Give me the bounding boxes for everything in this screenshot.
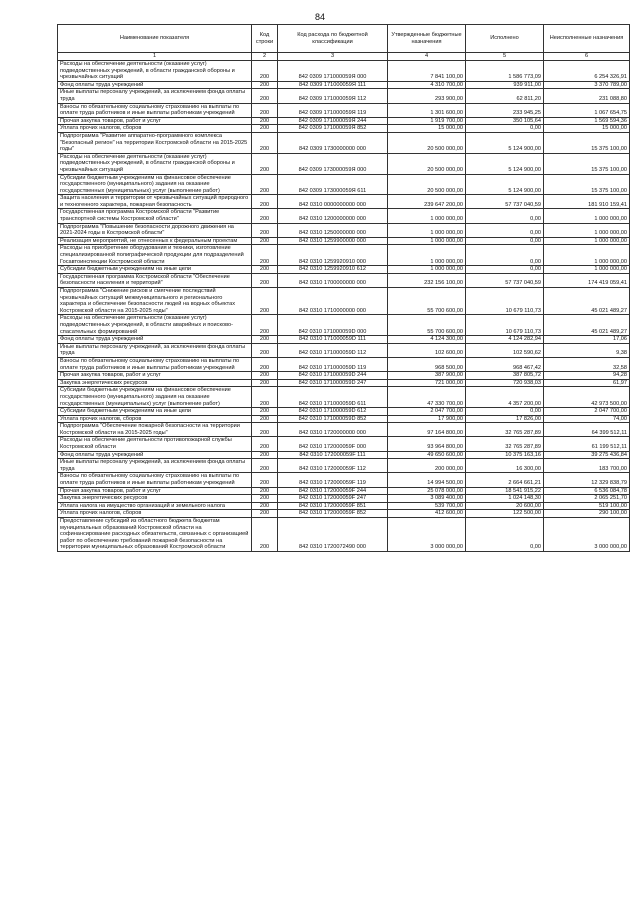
row-budget-code: 842 0309 171000059Я 852 xyxy=(278,125,388,133)
row-indicator-name: Иные выплаты персоналу учреждений, за исключением фонда оплаты труда xyxy=(58,459,252,473)
row-executed-amount: 387 805,72 xyxy=(466,372,544,380)
table-row xyxy=(58,379,630,387)
row-indicator-name: Государственная программа Костромской области "Обеспечение безопасности населения и территорий" xyxy=(58,273,252,287)
table-row xyxy=(58,237,630,245)
row-budget-code: 842 0310 1720072490 000 xyxy=(278,518,388,552)
row-line-code: 200 xyxy=(252,518,278,552)
row-approved-amount: 3 000 000,00 xyxy=(388,518,466,552)
row-line-code: 200 xyxy=(252,495,278,503)
row-executed-amount: 57 737 040,59 xyxy=(466,273,544,287)
row-unexecuted-amount: 2 065 251,70 xyxy=(544,495,630,503)
row-indicator-name: Расходы на приобретение оборудования и техники, изготовление специализированной полиграфической продукции для подразделений Госавтоинспекции Костромской области xyxy=(58,245,252,266)
row-unexecuted-amount: 15 000,00 xyxy=(544,125,630,133)
row-line-code: 200 xyxy=(252,487,278,495)
row-approved-amount: 4 310 700,00 xyxy=(388,81,466,89)
page-number: 84 xyxy=(314,12,325,22)
row-line-code: 200 xyxy=(252,473,278,487)
row-indicator-name: Закупка энергетических ресурсов xyxy=(58,495,252,503)
row-indicator-name: Уплата прочих налогов, сборов xyxy=(58,415,252,423)
row-indicator-name: Защита населения и территории от чрезвычайных ситуаций природного и техногенного характера, пожарная безопасность xyxy=(58,195,252,209)
row-indicator-name: Прочая закупка товаров, работ и услуг xyxy=(58,372,252,380)
table-row xyxy=(58,336,630,344)
row-indicator-name: Уплата прочих налогов, сборов xyxy=(58,125,252,133)
row-line-code: 200 xyxy=(252,379,278,387)
row-approved-amount: 387 900,00 xyxy=(388,372,466,380)
row-budget-code: 842 0310 172000059F 111 xyxy=(278,451,388,459)
row-budget-code: 842 0309 171000059Я 000 xyxy=(278,61,388,82)
table-row xyxy=(58,408,630,416)
row-approved-amount: 3 089 400,00 xyxy=(388,495,466,503)
row-approved-amount: 721 000,00 xyxy=(388,379,466,387)
row-executed-amount: 1 024 148,30 xyxy=(466,495,544,503)
header-indicator-name: Наименование показателя xyxy=(58,25,252,53)
row-line-code: 200 xyxy=(252,387,278,408)
row-approved-amount: 55 700 600,00 xyxy=(388,315,466,336)
row-line-code: 200 xyxy=(252,343,278,357)
row-executed-amount: 57 737 040,59 xyxy=(466,195,544,209)
row-budget-code: 842 0309 171000059Я 112 xyxy=(278,89,388,103)
row-budget-code: 842 0310 1710000000 000 xyxy=(278,288,388,315)
row-executed-amount: 5 124 900,00 xyxy=(466,174,544,195)
row-budget-code: 842 0310 172000059F 119 xyxy=(278,473,388,487)
table-row xyxy=(58,487,630,495)
row-budget-code: 842 0310 171000059D 852 xyxy=(278,415,388,423)
row-executed-amount: 0,00 xyxy=(466,266,544,274)
row-budget-code: 842 0310 171000059D 611 xyxy=(278,387,388,408)
row-unexecuted-amount: 183 700,00 xyxy=(544,459,630,473)
row-budget-code: 842 0310 1259920910 000 xyxy=(278,245,388,266)
row-indicator-name: Взносы по обязательному социальному страхованию на выплаты по оплате труда работников и иные выплаты работникам учреждений xyxy=(58,357,252,371)
table-row xyxy=(58,343,630,357)
row-executed-amount: 5 124 900,00 xyxy=(466,153,544,174)
row-budget-code: 842 0310 0000000000 000 xyxy=(278,195,388,209)
row-line-code: 200 xyxy=(252,174,278,195)
row-executed-amount: 10 679 110,73 xyxy=(466,315,544,336)
header-line-code: Код строки xyxy=(252,25,278,53)
row-budget-code: 842 0310 1259900000 000 xyxy=(278,237,388,245)
row-indicator-name: Фонд оплаты труда учреждений xyxy=(58,81,252,89)
row-approved-amount: 239 647 200,00 xyxy=(388,195,466,209)
row-budget-code: 842 0309 173000059Я 000 xyxy=(278,153,388,174)
row-indicator-name: Подпрограмма "Развитие аппаратно-программного комплекса "Безопасный регион" на территории Костромской области на 2015-2025 годы" xyxy=(58,132,252,153)
row-approved-amount: 17 900,00 xyxy=(388,415,466,423)
row-line-code: 200 xyxy=(252,510,278,518)
row-line-code: 200 xyxy=(252,451,278,459)
row-executed-amount: 968 467,42 xyxy=(466,357,544,371)
table-row xyxy=(58,195,630,209)
row-line-code: 200 xyxy=(252,372,278,380)
row-budget-code: 842 0310 171000059D 111 xyxy=(278,336,388,344)
row-executed-amount: 4 357 200,00 xyxy=(466,387,544,408)
row-indicator-name: Уплата налога на имущество организаций и земельного налога xyxy=(58,502,252,510)
row-executed-amount: 16 300,00 xyxy=(466,459,544,473)
row-unexecuted-amount: 61 199 512,11 xyxy=(544,437,630,451)
row-unexecuted-amount: 231 088,80 xyxy=(544,89,630,103)
row-approved-amount: 20 500 000,00 xyxy=(388,174,466,195)
row-budget-code: 842 0310 1259920910 612 xyxy=(278,266,388,274)
row-line-code: 200 xyxy=(252,273,278,287)
row-line-code: 200 xyxy=(252,423,278,437)
row-unexecuted-amount: 15 375 100,00 xyxy=(544,174,630,195)
row-budget-code: 842 0310 1250000000 000 xyxy=(278,223,388,237)
row-approved-amount: 1 919 700,00 xyxy=(388,117,466,125)
row-budget-code: 842 0309 171000059Я 119 xyxy=(278,103,388,117)
row-budget-code: 842 0309 173000059Я 611 xyxy=(278,174,388,195)
table-row xyxy=(58,266,630,274)
row-executed-amount: 17 826,00 xyxy=(466,415,544,423)
row-budget-code: 842 0310 171000059D 244 xyxy=(278,372,388,380)
table-row xyxy=(58,415,630,423)
row-line-code: 200 xyxy=(252,153,278,174)
row-approved-amount: 7 841 100,00 xyxy=(388,61,466,82)
row-executed-amount: 102 590,62 xyxy=(466,343,544,357)
table-row xyxy=(58,288,630,315)
table-row xyxy=(58,61,630,82)
row-indicator-name: Субсидии бюджетным учреждениям на финансовое обеспечение государственного (муниципального) задания на оказание государственных (муниципальных) услуг (выполнение работ) xyxy=(58,387,252,408)
row-line-code: 200 xyxy=(252,266,278,274)
row-unexecuted-amount: 17,06 xyxy=(544,336,630,344)
row-unexecuted-amount: 6 536 084,78 xyxy=(544,487,630,495)
row-line-code: 200 xyxy=(252,89,278,103)
header-budget-code: Код расхода по бюджетной классификации xyxy=(278,25,388,53)
row-executed-amount: 939 911,00 xyxy=(466,81,544,89)
table-row xyxy=(58,387,630,408)
row-unexecuted-amount: 45 021 489,27 xyxy=(544,315,630,336)
row-line-code: 200 xyxy=(252,103,278,117)
table-row xyxy=(58,451,630,459)
table-row xyxy=(58,459,630,473)
table-row xyxy=(58,223,630,237)
row-executed-amount: 18 541 915,22 xyxy=(466,487,544,495)
row-line-code: 200 xyxy=(252,245,278,266)
row-executed-amount: 4 124 282,94 xyxy=(466,336,544,344)
row-unexecuted-amount: 32,58 xyxy=(544,357,630,371)
row-indicator-name: Расходы на обеспечение деятельности (оказание услуг) подведомственных учреждений, в области гражданской обороны и чрезвычайных ситуаций xyxy=(58,61,252,82)
row-approved-amount: 1 000 000,00 xyxy=(388,245,466,266)
row-line-code: 200 xyxy=(252,125,278,133)
row-unexecuted-amount: 1 000 000,00 xyxy=(544,237,630,245)
row-approved-amount: 49 650 600,00 xyxy=(388,451,466,459)
row-budget-code: 842 0310 1720000000 000 xyxy=(278,423,388,437)
row-budget-code: 842 0309 171000059Я 111 xyxy=(278,81,388,89)
row-line-code: 200 xyxy=(252,61,278,82)
row-budget-code: 842 0309 171000059Я 244 xyxy=(278,117,388,125)
table-row xyxy=(58,103,630,117)
row-line-code: 200 xyxy=(252,288,278,315)
header-executed: Исполнено xyxy=(466,25,544,53)
row-unexecuted-amount: 94,28 xyxy=(544,372,630,380)
table-row xyxy=(58,357,630,371)
row-indicator-name: Субсидии бюджетным учреждениям на иные цели xyxy=(58,266,252,274)
table-row xyxy=(58,372,630,380)
row-line-code: 200 xyxy=(252,437,278,451)
row-budget-code: 842 0310 172000059F 000 xyxy=(278,437,388,451)
table-row xyxy=(58,437,630,451)
row-indicator-name: Расходы на обеспечение деятельности противопожарной службы Костромской области xyxy=(58,437,252,451)
row-indicator-name: Подпрограмма "Обеспечение пожарной безопасности на территории Костромской области на 2015-2025 годы" xyxy=(58,423,252,437)
row-line-code: 200 xyxy=(252,195,278,209)
row-executed-amount: 32 765 287,89 xyxy=(466,423,544,437)
table-row xyxy=(58,125,630,133)
column-number-row xyxy=(58,53,630,61)
table-body xyxy=(58,61,630,552)
row-unexecuted-amount: 1 000 000,00 xyxy=(544,245,630,266)
row-line-code: 200 xyxy=(252,459,278,473)
row-unexecuted-amount: 290 100,00 xyxy=(544,510,630,518)
row-unexecuted-amount: 9,38 xyxy=(544,343,630,357)
row-unexecuted-amount: 15 375 100,00 xyxy=(544,132,630,153)
row-line-code: 200 xyxy=(252,81,278,89)
row-approved-amount: 102 600,00 xyxy=(388,343,466,357)
row-indicator-name: Прочая закупка товаров, работ и услуг xyxy=(58,117,252,125)
table-row xyxy=(58,315,630,336)
row-line-code: 200 xyxy=(252,408,278,416)
row-budget-code: 842 0310 171000059D 000 xyxy=(278,315,388,336)
row-indicator-name: Прочая закупка товаров, работ и услуг xyxy=(58,487,252,495)
row-executed-amount: 350 105,64 xyxy=(466,117,544,125)
row-approved-amount: 1 000 000,00 xyxy=(388,237,466,245)
row-budget-code: 842 0310 1200000000 000 xyxy=(278,209,388,223)
row-indicator-name: Реализация мероприятий, не отнесенных к федеральным проектам xyxy=(58,237,252,245)
row-budget-code: 842 0310 172000059F 112 xyxy=(278,459,388,473)
row-unexecuted-amount: 1 569 594,36 xyxy=(544,117,630,125)
row-unexecuted-amount: 64 399 512,11 xyxy=(544,423,630,437)
row-approved-amount: 1 000 000,00 xyxy=(388,209,466,223)
column-number: 2 xyxy=(252,53,278,61)
column-number: 3 xyxy=(278,53,388,61)
table-row xyxy=(58,89,630,103)
row-budget-code: 842 0310 172000059F 247 xyxy=(278,495,388,503)
row-line-code: 200 xyxy=(252,315,278,336)
table-row xyxy=(58,81,630,89)
row-approved-amount: 200 000,00 xyxy=(388,459,466,473)
row-unexecuted-amount: 39 275 436,84 xyxy=(544,451,630,459)
row-indicator-name: Взносы по обязательному социальному страхованию на выплаты по оплате труда работников и иные выплаты работникам учреждений xyxy=(58,473,252,487)
row-indicator-name: Иные выплаты персоналу учреждений, за исключением фонда оплаты труда xyxy=(58,89,252,103)
header-unexecuted: Неисполненные назначения xyxy=(544,25,630,53)
table-header-row xyxy=(58,25,630,53)
row-approved-amount: 232 156 100,00 xyxy=(388,273,466,287)
row-executed-amount: 0,00 xyxy=(466,125,544,133)
row-indicator-name: Подпрограмма "Повышение безопасности дорожного движения на 2021-2024 годы в Костромской области" xyxy=(58,223,252,237)
row-approved-amount: 293 900,00 xyxy=(388,89,466,103)
table-row xyxy=(58,117,630,125)
row-indicator-name: Фонд оплаты труда учреждений xyxy=(58,336,252,344)
row-line-code: 200 xyxy=(252,237,278,245)
row-unexecuted-amount: 519 100,00 xyxy=(544,502,630,510)
row-executed-amount: 0,00 xyxy=(466,237,544,245)
row-indicator-name: Подпрограмма "Снижение рисков и смягчение последствий чрезвычайных ситуаций межмуниципального и регионального характера и обеспечение безопасности людей на водных объектах Костромской области на 2015-2025 годы" xyxy=(58,288,252,315)
row-budget-code: 842 0309 1730000000 000 xyxy=(278,132,388,153)
row-approved-amount: 968 500,00 xyxy=(388,357,466,371)
row-indicator-name: Фонд оплаты труда учреждений xyxy=(58,451,252,459)
row-approved-amount: 97 164 800,00 xyxy=(388,423,466,437)
table-row xyxy=(58,273,630,287)
row-line-code: 200 xyxy=(252,223,278,237)
row-executed-amount: 233 945,25 xyxy=(466,103,544,117)
row-line-code: 200 xyxy=(252,209,278,223)
row-indicator-name: Взносы по обязательному социальному страхованию на выплаты по оплате труда работников и иные выплаты работникам учреждений xyxy=(58,103,252,117)
row-budget-code: 842 0310 171000059D 247 xyxy=(278,379,388,387)
row-unexecuted-amount: 15 375 100,00 xyxy=(544,153,630,174)
column-number: 1 xyxy=(58,53,252,61)
row-budget-code: 842 0310 172000059F 851 xyxy=(278,502,388,510)
row-executed-amount: 122 500,00 xyxy=(466,510,544,518)
row-budget-code: 842 0310 1700000000 000 xyxy=(278,273,388,287)
row-approved-amount: 4 124 300,00 xyxy=(388,336,466,344)
row-unexecuted-amount: 3 370 789,00 xyxy=(544,81,630,89)
row-approved-amount: 20 500 000,00 xyxy=(388,153,466,174)
row-indicator-name: Закупка энергетических ресурсов xyxy=(58,379,252,387)
row-unexecuted-amount: 12 329 838,79 xyxy=(544,473,630,487)
row-approved-amount: 1 000 000,00 xyxy=(388,223,466,237)
row-budget-code: 842 0310 171000059D 612 xyxy=(278,408,388,416)
row-executed-amount: 0,00 xyxy=(466,209,544,223)
table-row xyxy=(58,495,630,503)
row-line-code: 200 xyxy=(252,132,278,153)
row-approved-amount: 539 700,00 xyxy=(388,502,466,510)
row-unexecuted-amount: 181 910 159,41 xyxy=(544,195,630,209)
row-approved-amount: 25 078 000,00 xyxy=(388,487,466,495)
row-indicator-name: Государственная программа Костромской области "Развитие транспортной системы Костромской области" xyxy=(58,209,252,223)
row-indicator-name: Иные выплаты персоналу учреждений, за исключением фонда оплаты труда xyxy=(58,343,252,357)
row-unexecuted-amount: 2 047 700,00 xyxy=(544,408,630,416)
row-budget-code: 842 0310 172000059F 244 xyxy=(278,487,388,495)
row-executed-amount: 2 664 661,21 xyxy=(466,473,544,487)
table-row xyxy=(58,132,630,153)
table-row xyxy=(58,209,630,223)
row-unexecuted-amount: 3 000 000,00 xyxy=(544,518,630,552)
row-unexecuted-amount: 61,97 xyxy=(544,379,630,387)
row-executed-amount: 0,00 xyxy=(466,223,544,237)
row-unexecuted-amount: 6 254 326,91 xyxy=(544,61,630,82)
row-executed-amount: 20 600,00 xyxy=(466,502,544,510)
row-approved-amount: 47 330 700,00 xyxy=(388,387,466,408)
row-unexecuted-amount: 1 000 000,00 xyxy=(544,223,630,237)
row-budget-code: 842 0310 171000059D 119 xyxy=(278,357,388,371)
row-approved-amount: 15 000,00 xyxy=(388,125,466,133)
table-row xyxy=(58,510,630,518)
row-line-code: 200 xyxy=(252,502,278,510)
row-indicator-name: Расходы на обеспечение деятельности (оказание услуг) подведомственных учреждений, в области аварийных и поисково-спасательных формирований xyxy=(58,315,252,336)
row-indicator-name: Субсидии бюджетным учреждениям на финансовое обеспечение государственного (муниципального) задания на оказание государственных (муниципальных) услуг (выполнение работ) xyxy=(58,174,252,195)
row-approved-amount: 2 047 700,00 xyxy=(388,408,466,416)
row-approved-amount: 1 301 600,00 xyxy=(388,103,466,117)
row-line-code: 200 xyxy=(252,336,278,344)
column-number: 4 xyxy=(388,53,466,61)
row-unexecuted-amount: 1 067 654,75 xyxy=(544,103,630,117)
row-unexecuted-amount: 1 000 000,00 xyxy=(544,209,630,223)
column-number: 6 xyxy=(544,53,630,61)
row-executed-amount: 5 124 900,00 xyxy=(466,132,544,153)
table-row xyxy=(58,153,630,174)
row-executed-amount: 1 586 773,09 xyxy=(466,61,544,82)
row-line-code: 200 xyxy=(252,415,278,423)
row-executed-amount: 10 679 110,73 xyxy=(466,288,544,315)
row-indicator-name: Уплата прочих налогов, сборов xyxy=(58,510,252,518)
row-indicator-name: Предоставление субсидий из областного бюджета бюджетам муниципальных образований Костромской области на софинансирование расходных обязательств, связанных с организацией работ по обеспечению требований пожарной безопасности на территории муниципальных образований Костромской области xyxy=(58,518,252,552)
row-unexecuted-amount: 174 419 059,41 xyxy=(544,273,630,287)
row-approved-amount: 93 964 800,00 xyxy=(388,437,466,451)
table-row xyxy=(58,473,630,487)
row-indicator-name: Субсидии бюджетным учреждениям на иные цели xyxy=(58,408,252,416)
table-row xyxy=(58,502,630,510)
table-row xyxy=(58,423,630,437)
row-unexecuted-amount: 42 973 500,00 xyxy=(544,387,630,408)
row-budget-code: 842 0310 172000059F 852 xyxy=(278,510,388,518)
row-budget-code: 842 0310 171000059D 112 xyxy=(278,343,388,357)
column-number: 5 xyxy=(466,53,544,61)
row-executed-amount: 10 375 163,16 xyxy=(466,451,544,459)
row-executed-amount: 0,00 xyxy=(466,408,544,416)
table-row xyxy=(58,245,630,266)
table-row xyxy=(58,518,630,552)
row-indicator-name: Расходы на обеспечение деятельности (оказание услуг) подведомственных учреждений, в области гражданской обороны и чрезвычайных ситуаций xyxy=(58,153,252,174)
header-approved: Утвержденные бюджетные назначения xyxy=(388,25,466,53)
row-approved-amount: 1 000 000,00 xyxy=(388,266,466,274)
row-unexecuted-amount: 45 021 489,27 xyxy=(544,288,630,315)
table-row xyxy=(58,174,630,195)
row-line-code: 200 xyxy=(252,117,278,125)
row-approved-amount: 55 700 600,00 xyxy=(388,288,466,315)
row-unexecuted-amount: 1 000 000,00 xyxy=(544,266,630,274)
row-executed-amount: 720 938,03 xyxy=(466,379,544,387)
row-executed-amount: 62 811,20 xyxy=(466,89,544,103)
row-approved-amount: 20 500 000,00 xyxy=(388,132,466,153)
row-executed-amount: 0,00 xyxy=(466,518,544,552)
row-line-code: 200 xyxy=(252,357,278,371)
row-unexecuted-amount: 74,00 xyxy=(544,415,630,423)
row-executed-amount: 32 765 287,89 xyxy=(466,437,544,451)
row-approved-amount: 14 994 500,00 xyxy=(388,473,466,487)
budget-execution-table xyxy=(57,24,630,552)
row-executed-amount: 0,00 xyxy=(466,245,544,266)
row-approved-amount: 412 600,00 xyxy=(388,510,466,518)
